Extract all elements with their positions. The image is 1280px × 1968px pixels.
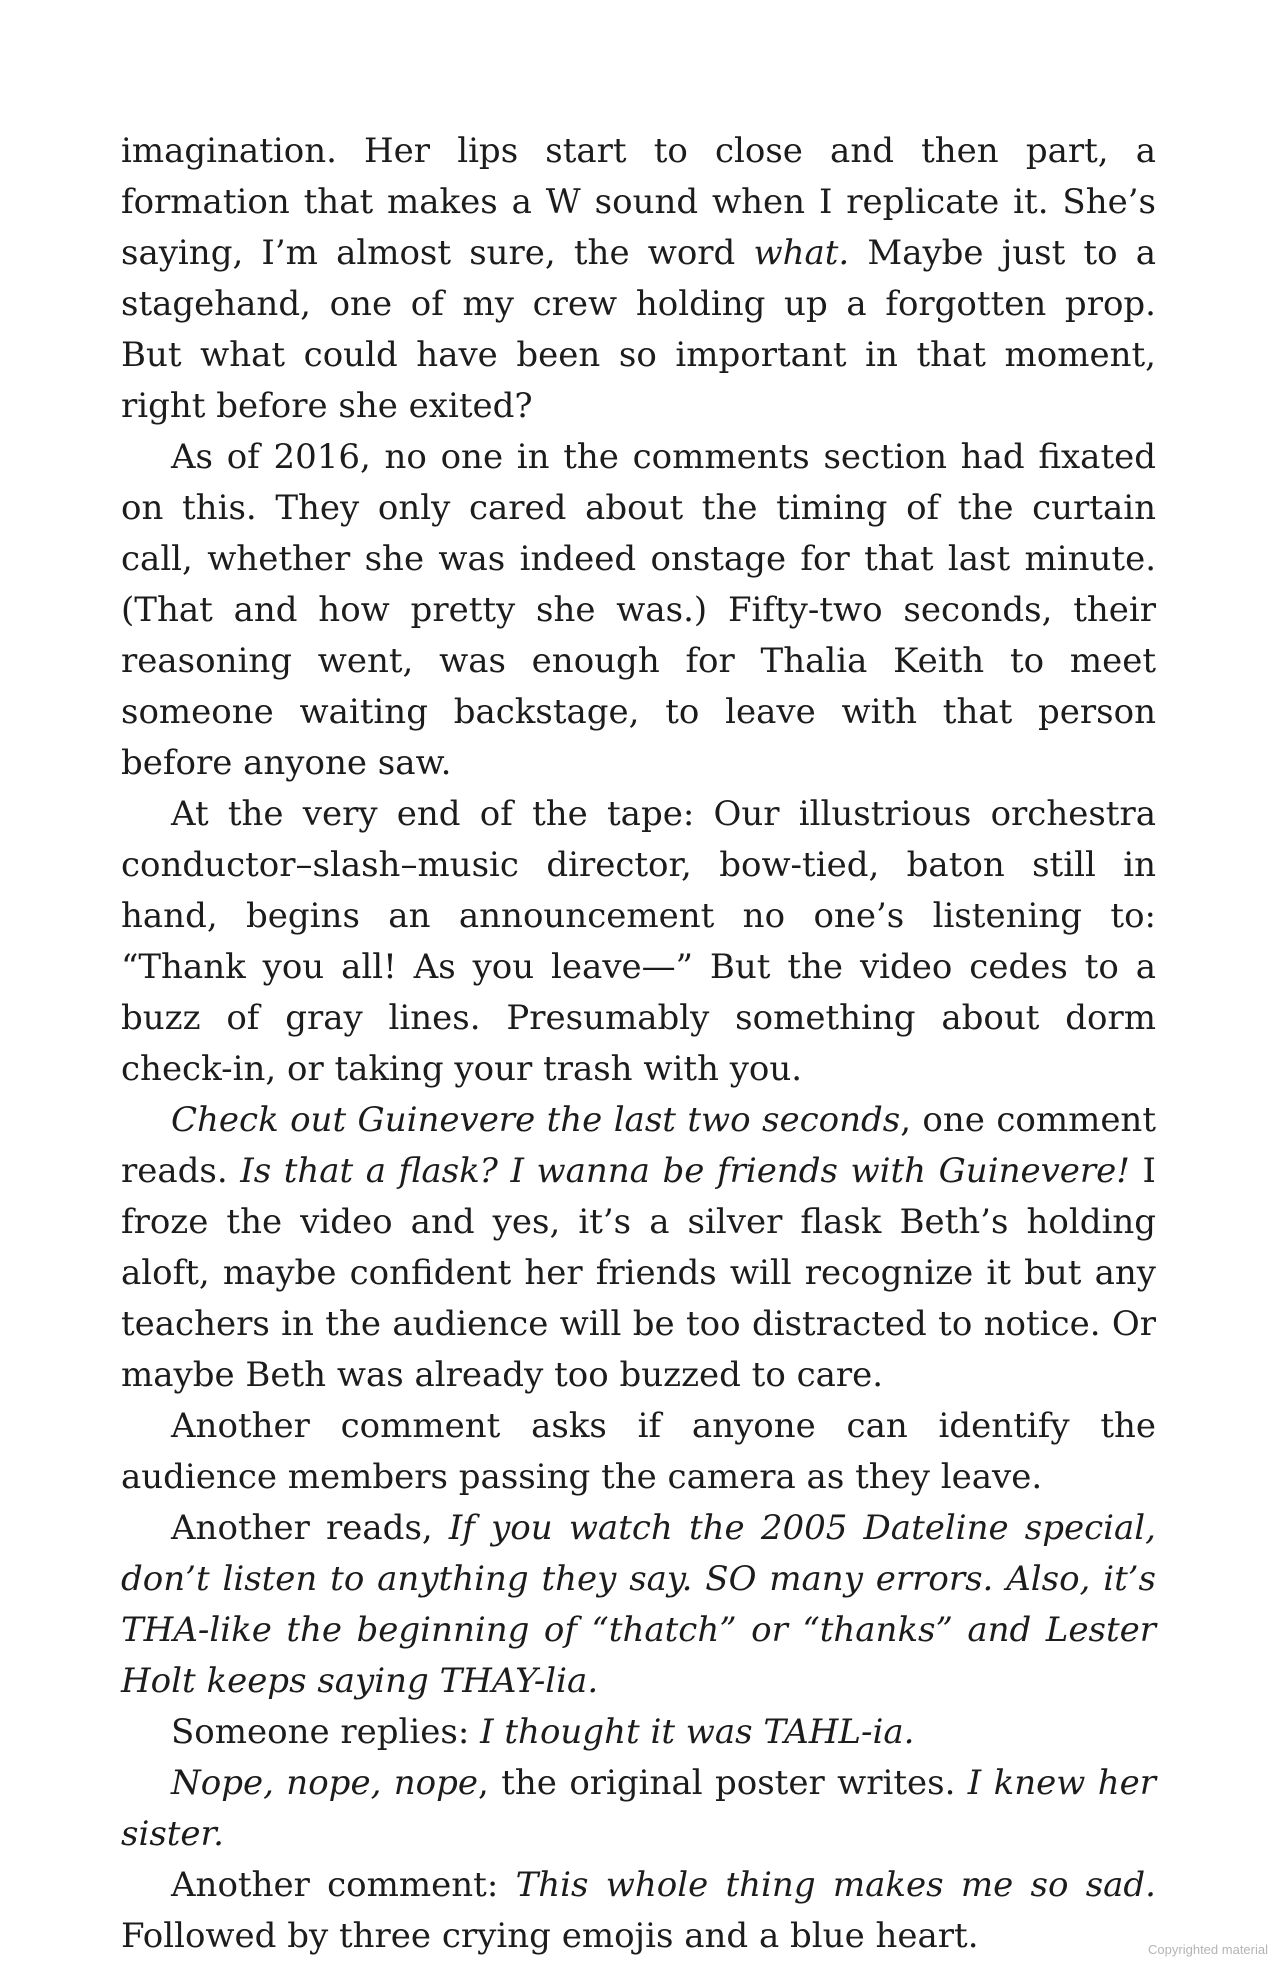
paragraph-7: Someone replies: I thought it was TAHL-ia. xyxy=(171,1712,915,1752)
paragraph-3: At the very end of the tape: Our illustrious orchestra conductor–slash–music director, bow-tied, baton still in hand, begins an announcement no one’s listening to: “Thank you all! As you leave—” But the video cedes to a buzz of gray lines. Presumably something about dorm check-in, or taking your trash with you. xyxy=(121,794,1156,1089)
paragraph-4: Check out Guinevere the last two seconds, one comment reads. Is that a flask? I wanna be friends with Guinevere! I froze the video and yes, it’s a silver flask Beth’s holding aloft, maybe confident her friends will recognize it but any teachers in the audience will be too distracted to notice. Or maybe Beth was already too buzzed to care. xyxy=(121,1100,1156,1395)
paragraph-1: imagination. Her lips start to close and then part, a formation that makes a W sound when I replicate it. She’s saying, I’m almost sure, the word what. Maybe just to a stagehand, one of my crew holding up a forgotten prop. But what could have been so important in that moment, right before she exited? xyxy=(121,131,1156,426)
paragraph-9: Another comment: This whole thing makes me so sad. Followed by three crying emojis and a blue heart. xyxy=(121,1865,1156,1956)
body-text xyxy=(121,126,1156,1962)
paragraph-8: Nope, nope, nope, the original poster writes. I knew her sister. xyxy=(121,1763,1157,1854)
paragraph-5: Another comment asks if anyone can identify the audience members passing the camera as they leave. xyxy=(121,1406,1156,1497)
copyright-notice: Copyrighted material xyxy=(1148,1942,1268,1957)
paragraph-6: Another reads, If you watch the 2005 Dateline special, don’t listen to anything they say. SO many errors. Also, it’s THA-like the beginning of “thatch” or “thanks” and Lester Holt keeps saying THAY-lia. xyxy=(121,1508,1156,1701)
paragraph-2: As of 2016, no one in the comments section had fixated on this. They only cared about the timing of the curtain call, whether she was indeed onstage for that last minute. (That and how pretty she was.) Fifty-two seconds, their reasoning went, was enough for Thalia Keith to meet someone waiting backstage, to leave with that person before anyone saw. xyxy=(121,437,1156,783)
